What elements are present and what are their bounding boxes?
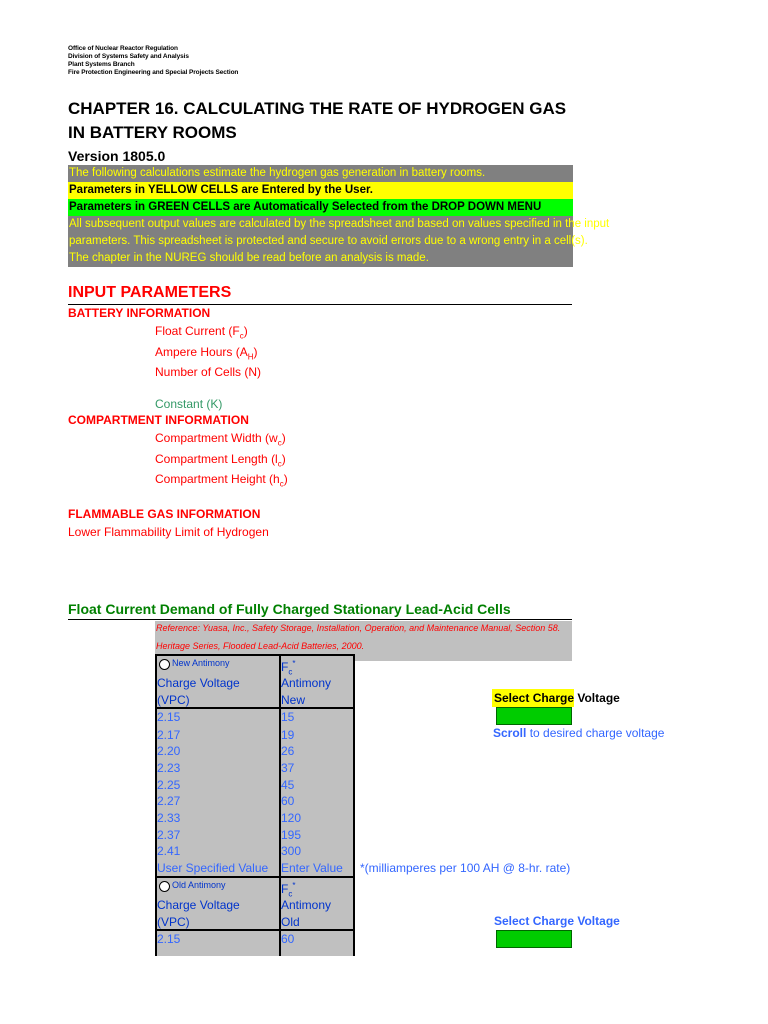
info-band-5: parameters. This spreadsheet is protected and secure to avoid errors due to a wrong entry in a cell(s). [68, 233, 573, 250]
lfl-label: Lower Flammability Limit of Hydrogen [68, 525, 269, 539]
table-cell: 26 [281, 744, 295, 758]
constant-label: Constant (K) [155, 397, 223, 411]
table-cell: 45 [281, 778, 295, 792]
select-charge-voltage-label-1: Select Charge Voltage [494, 691, 620, 705]
chapter-title-line-1: CHAPTER 16. CALCULATING THE RATE OF HYDROGEN GAS [68, 99, 567, 118]
old-antimony-label: Old Antimony [172, 880, 226, 890]
compartment-height-label: Compartment Height $(h_c)$ [155, 472, 288, 489]
old-header: Old [281, 915, 300, 929]
ampere-hours-label: Ampere Hours $(A_H)$ [155, 345, 258, 362]
user-specified-label: User Specified Value [157, 861, 269, 875]
office-line-1: Office of Nuclear Reactor Regulation [68, 45, 178, 52]
table-cell: 37 [281, 761, 295, 775]
info-band-3: Parameters in GREEN CELLS are Automatically Selected from the DROP DOWN MENU [68, 199, 573, 216]
reference-line-2: Heritage Series, Flooded Lead-Acid Batteries, 2000. [156, 641, 365, 651]
info-band-1: The following calculations estimate the hydrogen gas generation in battery rooms. [68, 165, 573, 182]
table-cell: 2.15 [157, 710, 181, 724]
antimony-header: Antimony [281, 898, 332, 912]
old-antimony-table [155, 876, 355, 956]
float-section-rule [68, 619, 572, 620]
flammable-gas-heading: FLAMMABLE GAS INFORMATION [68, 507, 261, 521]
table-cell: 2.23 [157, 761, 181, 775]
charge-voltage-header: Charge Voltage [157, 676, 240, 690]
footnote: *(milliamperes per 100 AH @ 8-hr. rate) [360, 861, 571, 875]
new-antimony-table [155, 654, 355, 878]
old-antimony-radio[interactable] [159, 881, 170, 892]
reference-line-1: Reference: Yuasa, Inc., Safety Storage, Installation, Operation, and Maintenance Manual, Section 58. [156, 623, 561, 633]
office-line-3: Plant Systems Branch [68, 61, 135, 68]
table-cell: 2.25 [157, 778, 181, 792]
office-header [68, 45, 238, 77]
table-cell: 195 [281, 828, 302, 842]
compartment-width-label: Compartment Width $(w_c)$ [155, 431, 286, 448]
table-cell: 2.33 [157, 811, 181, 825]
charge-voltage-dropdown-1[interactable] [496, 707, 572, 725]
fc-header: $F_c^*$ [281, 881, 296, 899]
table-cell: 300 [281, 844, 302, 858]
antimony-header: Antimony [281, 676, 332, 690]
fc-header: $F_c^*$ [281, 659, 296, 677]
charge-voltage-dropdown-2[interactable] [496, 930, 572, 948]
charge-voltage-header: Charge Voltage [157, 898, 240, 912]
table-cell: 2.17 [157, 728, 181, 742]
scroll-hint: Scroll to desired charge voltage [493, 726, 665, 740]
header-rule [157, 707, 353, 709]
new-antimony-label: New Antimony [172, 658, 230, 668]
version-label: Version 1805.0 [68, 148, 166, 164]
table-cell: 19 [281, 728, 295, 742]
compartment-info-heading: COMPARTMENT INFORMATION [68, 413, 249, 427]
table-cell: 15 [281, 710, 295, 724]
table-cell: 120 [281, 811, 302, 825]
table-cell: 2.37 [157, 828, 181, 842]
table-cell: 2.27 [157, 794, 181, 808]
number-of-cells-label: Number of Cells (N) [155, 365, 262, 379]
chapter-title-line-2: IN BATTERY ROOMS [68, 123, 237, 142]
office-line-4: Fire Protection Engineering and Special Projects Section [68, 69, 239, 76]
select-charge-voltage-label-2: Select Charge Voltage [494, 914, 620, 928]
table-cell: 2.15 [157, 932, 181, 946]
battery-info-heading: BATTERY INFORMATION [68, 306, 211, 320]
compartment-length-label: Compartment Length $(l_c)$ [155, 452, 286, 469]
new-header: New [281, 693, 306, 707]
input-parameters-title: INPUT PARAMETERS [68, 284, 232, 301]
info-band-2: Parameters in YELLOW CELLS are Entered by the User. [68, 182, 573, 199]
header-rule [157, 929, 353, 931]
table-cell: 60 [281, 932, 295, 946]
vpc-header: (VPC) [157, 693, 190, 707]
float-current-label: Float Current $(F_c)$ [155, 324, 248, 341]
info-band-6: The chapter in the NUREG should be read before an analysis is made. [68, 250, 573, 267]
vpc-header: (VPC) [157, 915, 190, 929]
new-antimony-radio[interactable] [159, 659, 170, 670]
table-cell: 60 [281, 794, 295, 808]
info-band-4: All subsequent output values are calculated by the spreadsheet and based on values specified in the input [68, 216, 573, 233]
office-line-2: Division of Systems Safety and Analysis [68, 53, 189, 60]
table-cell: 2.20 [157, 744, 181, 758]
float-current-title: Float Current Demand of Fully Charged Stationary Lead-Acid Cells [68, 601, 511, 617]
table-cell: 2.41 [157, 844, 181, 858]
enter-value-cell[interactable]: Enter Value [281, 861, 343, 875]
section-rule [68, 304, 572, 305]
